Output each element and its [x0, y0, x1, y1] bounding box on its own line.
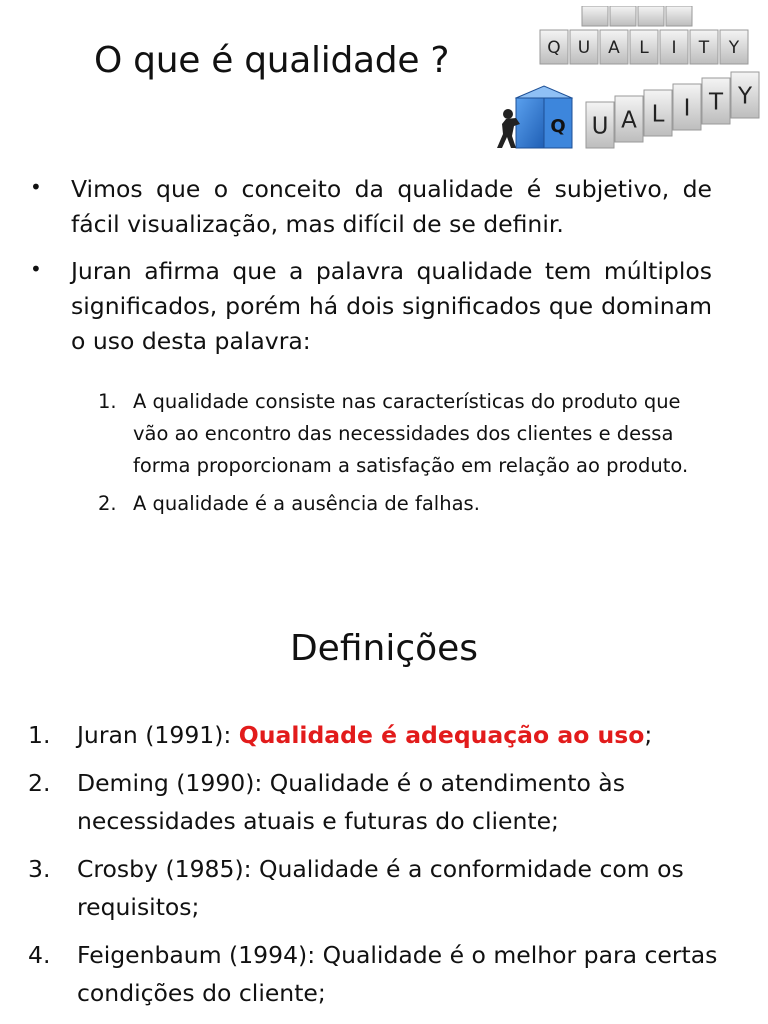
- definition-item: [28, 764, 728, 840]
- front-row-cube-letter: I: [683, 95, 691, 122]
- front-row-cube-letter: Y: [737, 83, 753, 110]
- item-number: 2.: [98, 492, 117, 515]
- middle-row-cube-letter: I: [671, 38, 677, 59]
- item-number: 1.: [98, 390, 117, 413]
- front-row-cube-letter: T: [708, 89, 724, 116]
- middle-row-cube-letter: U: [577, 38, 591, 59]
- slide-title: O que é qualidade ?: [94, 40, 450, 81]
- definitions-heading: Definições: [289, 628, 479, 669]
- definition-text: Crosby (1985): Qualidade é a conformidade com os requisitos;: [77, 855, 684, 921]
- bullet-text: Juran afirma que a palavra qualidade tem múltiplos significados, porém há dois significados que dominam o uso desta palavra:: [71, 257, 712, 355]
- item-number: 2.: [28, 769, 51, 797]
- item-number: 1.: [28, 721, 51, 749]
- definition-text: Feigenbaum (1994): Qualidade é o melhor para certas condições do cliente;: [77, 941, 718, 1007]
- middle-row-cube-letter: T: [698, 38, 710, 59]
- bullet-marker: •: [30, 175, 42, 199]
- middle-row-cube-letter: Q: [547, 38, 561, 59]
- definition-prefix: Juran (1991):: [77, 721, 239, 749]
- numbered-item: [98, 488, 710, 520]
- front-row-cube-letter: L: [651, 101, 665, 128]
- front-row-cube-letter: U: [591, 113, 609, 140]
- middle-row-cube-letter: L: [639, 38, 649, 59]
- middle-row-cube-letter: Y: [728, 38, 740, 59]
- intro-bullet-list: [30, 172, 712, 371]
- bullet-marker: •: [30, 257, 42, 281]
- blue-cube: [516, 86, 572, 148]
- definition-highlight: Qualidade é adequação ao uso: [238, 721, 645, 749]
- front-row-cube-letter: A: [621, 107, 637, 134]
- front-row-cubes: [586, 72, 759, 148]
- bullet-item: [30, 172, 712, 242]
- item-number: 3.: [28, 855, 51, 883]
- item-text: A qualidade consiste nas características do produto que vão ao encontro das necessidades dos clientes e dessa forma proporcionam a satisfação em relação ao produto.: [133, 390, 689, 477]
- middle-row-cube-letter: A: [608, 38, 620, 59]
- bullet-item: [30, 254, 712, 359]
- meanings-numbered-list: [98, 386, 710, 526]
- definition-item: [28, 716, 728, 754]
- numbered-item: [98, 386, 710, 482]
- middle-row-cubes: [540, 30, 748, 64]
- item-number: 4.: [28, 941, 51, 969]
- definition-suffix: ;: [644, 721, 653, 749]
- top-row-cubes: [582, 6, 692, 26]
- definition-text: Deming (1990): Qualidade é o atendimento às necessidades atuais e futuras do cliente;: [77, 769, 625, 835]
- definitions-list: [28, 716, 728, 1022]
- quality-cubes-illustration: [486, 6, 760, 154]
- blue-cube-letter: Q: [550, 116, 566, 137]
- item-text: A qualidade é a ausência de falhas.: [133, 492, 480, 515]
- definition-text: [77, 716, 728, 754]
- definition-item: [28, 850, 728, 926]
- definition-item: [28, 936, 728, 1012]
- bullet-text: Vimos que o conceito da qualidade é subjetivo, de fácil visualização, mas difícil de se definir.: [71, 175, 712, 238]
